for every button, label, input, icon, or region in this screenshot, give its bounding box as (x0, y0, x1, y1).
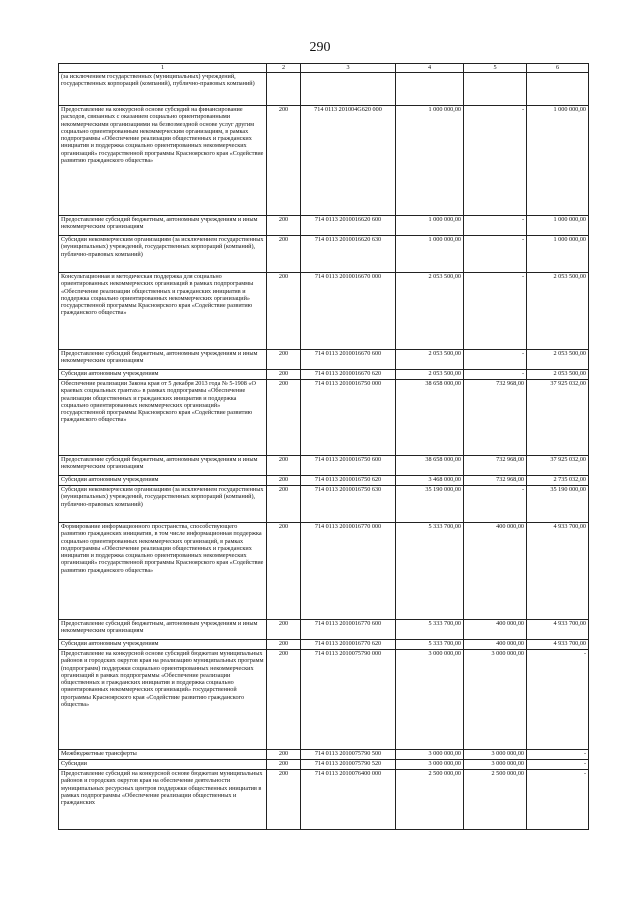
ministry-code-cell: 200 (267, 760, 301, 770)
table-row (59, 523, 589, 620)
expense-name-cell: Субсидии (59, 760, 267, 770)
change-amount-cell: - (464, 350, 527, 370)
change-amount-cell: 2 500 000,00 (464, 770, 527, 830)
change-amount-cell: - (464, 236, 527, 273)
table-row (59, 73, 589, 106)
expense-name-cell: Предоставление субсидий бюджетным, автономным учреждениям и иным некоммерческим организациям (59, 456, 267, 476)
expense-name-cell: Предоставление субсидий бюджетным, автономным учреждениям и иным некоммерческим организациям (59, 620, 267, 640)
total-amount-cell: - (527, 750, 589, 760)
change-amount-cell: 400 000,00 (464, 620, 527, 640)
total-amount-cell: 2 735 032,00 (527, 476, 589, 486)
total-amount-cell: - (527, 770, 589, 830)
column-header: 6 (527, 64, 589, 73)
change-amount-cell: - (464, 273, 527, 350)
classification-code-cell: 714 0113 2010016670 600 (301, 350, 396, 370)
expense-name-cell: Субсидии некоммерческим организациям (за исключением государственных (муниципальных) учреждений, государственных корпораций (компаний), публично-правовых компаний) (59, 236, 267, 273)
amount-cell: 2 500 000,00 (396, 770, 464, 830)
ministry-code-cell: 200 (267, 350, 301, 370)
change-amount-cell: - (464, 486, 527, 523)
expense-name-cell: Субсидии автономным учреждениям (59, 370, 267, 380)
amount-cell: 35 190 000,00 (396, 486, 464, 523)
amount-cell: 5 333 700,00 (396, 523, 464, 620)
table-row (59, 456, 589, 476)
ministry-code-cell: 200 (267, 523, 301, 620)
change-amount-cell: - (464, 216, 527, 236)
classification-code-cell: 714 0113 2010016750 620 (301, 476, 396, 486)
classification-code-cell: 714 0113 2010016750 600 (301, 456, 396, 476)
ministry-code-cell: 200 (267, 236, 301, 273)
expense-name-cell: Предоставление субсидий бюджетным, автономным учреждениям и иным некоммерческим организациям (59, 350, 267, 370)
total-amount-cell: 1 000 000,00 (527, 236, 589, 273)
classification-code-cell: 714 0113 2010016620 630 (301, 236, 396, 273)
classification-code-cell: 714 0113 2010075790 500 (301, 750, 396, 760)
change-amount-cell (464, 73, 527, 106)
table-row (59, 760, 589, 770)
budget-table (58, 63, 589, 830)
ministry-code-cell: 200 (267, 750, 301, 760)
ministry-code-cell: 200 (267, 770, 301, 830)
table-row (59, 106, 589, 216)
classification-code-cell: 714 0113 2010016750 630 (301, 486, 396, 523)
table-row (59, 216, 589, 236)
ministry-code-cell: 200 (267, 216, 301, 236)
change-amount-cell: 732 968,00 (464, 456, 527, 476)
total-amount-cell: 1 000 000,00 (527, 106, 589, 216)
amount-cell: 1 000 000,00 (396, 236, 464, 273)
total-amount-cell: 35 190 000,00 (527, 486, 589, 523)
total-amount-cell: - (527, 760, 589, 770)
column-header: 3 (301, 64, 396, 73)
amount-cell: 38 658 000,00 (396, 456, 464, 476)
table-row (59, 486, 589, 523)
amount-cell: 3 000 000,00 (396, 760, 464, 770)
change-amount-cell: - (464, 106, 527, 216)
table-row (59, 476, 589, 486)
column-header: 2 (267, 64, 301, 73)
table-row (59, 236, 589, 273)
classification-code-cell: 714 0113 2010075790 000 (301, 650, 396, 750)
amount-cell: 2 053 500,00 (396, 370, 464, 380)
amount-cell: 2 053 500,00 (396, 350, 464, 370)
ministry-code-cell: 200 (267, 486, 301, 523)
amount-cell: 1 000 000,00 (396, 216, 464, 236)
classification-code-cell: 714 0113 2010016620 600 (301, 216, 396, 236)
classification-code-cell: 714 0113 2010016770 000 (301, 523, 396, 620)
change-amount-cell: 3 000 000,00 (464, 760, 527, 770)
classification-code-cell: 714 0113 2010016770 600 (301, 620, 396, 640)
ministry-code-cell: 200 (267, 380, 301, 456)
table-row (59, 620, 589, 640)
page-number: 290 (309, 40, 331, 55)
expense-name-cell: Субсидии автономным учреждениям (59, 476, 267, 486)
amount-cell: 3 000 000,00 (396, 750, 464, 760)
expense-name-cell: Межбюджетные трансферты (59, 750, 267, 760)
total-amount-cell: - (527, 650, 589, 750)
amount-cell: 5 333 700,00 (396, 620, 464, 640)
ministry-code-cell: 200 (267, 370, 301, 380)
expense-name-cell: Предоставление субсидий на конкурсной основе бюджетам муниципальных районов и городских округов края на обеспечение деятельности муниципальных ресурсных центров поддержки общественных инициатив в рамках подпрограммы «Обеспечение реализации общественных и гражданских (59, 770, 267, 830)
expense-name-cell: Субсидии некоммерческим организациям (за исключением государственных (муниципальных) учреждений, государственных корпораций (компаний), публично-правовых компаний) (59, 486, 267, 523)
classification-code-cell: 714 0113 2010016670 620 (301, 370, 396, 380)
expense-name-cell: Обеспечение реализации Закона края от 5 декабря 2013 года № 5-1908 «О краевых социальных грантах» в рамках подпрограммы «Обеспечение реализации общественных и гражданских инициатив и поддержка социально ориентированных некоммерческих организаций» государственной программы Красноярского края «Содействие развитию гражданского общества» (59, 380, 267, 456)
classification-code-cell: 714 0113 2010016670 000 (301, 273, 396, 350)
column-header: 1 (59, 64, 267, 73)
ministry-code-cell: 200 (267, 640, 301, 650)
table-row (59, 640, 589, 650)
amount-cell: 1 000 000,00 (396, 106, 464, 216)
total-amount-cell: 4 933 700,00 (527, 620, 589, 640)
table-body (59, 73, 589, 830)
expense-name-cell: Предоставление субсидий бюджетным, автономным учреждениям и иным некоммерческим организациям (59, 216, 267, 236)
total-amount-cell: 2 053 500,00 (527, 350, 589, 370)
table-row (59, 350, 589, 370)
table-row (59, 770, 589, 830)
amount-cell: 3 468 000,00 (396, 476, 464, 486)
amount-cell: 2 053 500,00 (396, 273, 464, 350)
total-amount-cell: 2 053 500,00 (527, 273, 589, 350)
table-row (59, 273, 589, 350)
expense-name-cell: Предоставление на конкурсной основе субсидий бюджетам муниципальных районов и городских округов края на реализацию муниципальных программ (подпрограмм) поддержки социально ориентированных некоммерческих организаций в рамках подпрограммы «Обеспечение реализации общественных и гражданских инициатив и поддержка социально ориентированных некоммерческих организаций» государственной программы Красноярского края «Содействие развитию гражданского общества» (59, 650, 267, 750)
ministry-code-cell (267, 73, 301, 106)
classification-code-cell: 714 0113 2010075790 520 (301, 760, 396, 770)
change-amount-cell: 732 968,00 (464, 380, 527, 456)
ministry-code-cell: 200 (267, 476, 301, 486)
total-amount-cell: 4 933 700,00 (527, 523, 589, 620)
classification-code-cell: 714 0113 2010016770 620 (301, 640, 396, 650)
ministry-code-cell: 200 (267, 273, 301, 350)
expense-name-cell: Субсидии автономным учреждениям (59, 640, 267, 650)
classification-code-cell: 714 0113 2010076400 000 (301, 770, 396, 830)
table-row (59, 650, 589, 750)
column-header: 4 (396, 64, 464, 73)
ministry-code-cell: 200 (267, 106, 301, 216)
column-header: 5 (464, 64, 527, 73)
table-row (59, 750, 589, 760)
total-amount-cell: 4 933 700,00 (527, 640, 589, 650)
change-amount-cell: - (464, 370, 527, 380)
expense-name-cell: Предоставление на конкурсной основе субсидий на финансирование расходов, связанных с оказанием социально ориентированными некоммерческими организациями на безвозмездной основе услуг другим социально ориентированным некоммерческим организациям, в рамках подпрограммы «Обеспечение реализации общественных и гражданских инициатив и поддержка социально ориентированных некоммерческих организаций» государственной программы Красноярского края «Содействие развитию гражданского общества» (59, 106, 267, 216)
ministry-code-cell: 200 (267, 456, 301, 476)
amount-cell: 5 333 700,00 (396, 640, 464, 650)
total-amount-cell: 2 053 500,00 (527, 370, 589, 380)
expense-name-cell: Формирование информационного пространства, способствующего развитию гражданских инициатив, в том числе информационная поддержка социально ориентированных некоммерческих организаций, в рамках подпрограммы «Обеспечение реализации общественных и гражданских инициатив и поддержка социально ориентированных некоммерческих организаций» государственной программы Красноярского края «Содействие развитию гражданского общества» (59, 523, 267, 620)
change-amount-cell: 3 000 000,00 (464, 650, 527, 750)
expense-name-cell: (за исключением государственных (муниципальных) учреждений, государственных корпораций (компаний), публично-правовых компаний) (59, 73, 267, 106)
total-amount-cell: 37 925 032,00 (527, 380, 589, 456)
change-amount-cell: 3 000 000,00 (464, 750, 527, 760)
change-amount-cell: 400 000,00 (464, 523, 527, 620)
change-amount-cell: 732 968,00 (464, 476, 527, 486)
classification-code-cell: 714 0113 201004G620 000 (301, 106, 396, 216)
table-row (59, 370, 589, 380)
amount-cell: 38 658 000,00 (396, 380, 464, 456)
total-amount-cell: 37 925 032,00 (527, 456, 589, 476)
table-row (59, 380, 589, 456)
ministry-code-cell: 200 (267, 650, 301, 750)
change-amount-cell: 400 000,00 (464, 640, 527, 650)
classification-code-cell (301, 73, 396, 106)
total-amount-cell: 1 000 000,00 (527, 216, 589, 236)
expense-name-cell: Консультационная и методическая поддержка для социально ориентированных некоммерческих организаций в рамках подпрограммы «Обеспечение реализации общественных и гражданских инициатив и поддержка социально ориентированных некоммерческих организаций» государственной программы Красноярского края «Содействие развитию гражданского общества» (59, 273, 267, 350)
table-header-row (59, 64, 589, 73)
ministry-code-cell: 200 (267, 620, 301, 640)
amount-cell: 3 000 000,00 (396, 650, 464, 750)
total-amount-cell (527, 73, 589, 106)
amount-cell (396, 73, 464, 106)
classification-code-cell: 714 0113 2010016750 000 (301, 380, 396, 456)
